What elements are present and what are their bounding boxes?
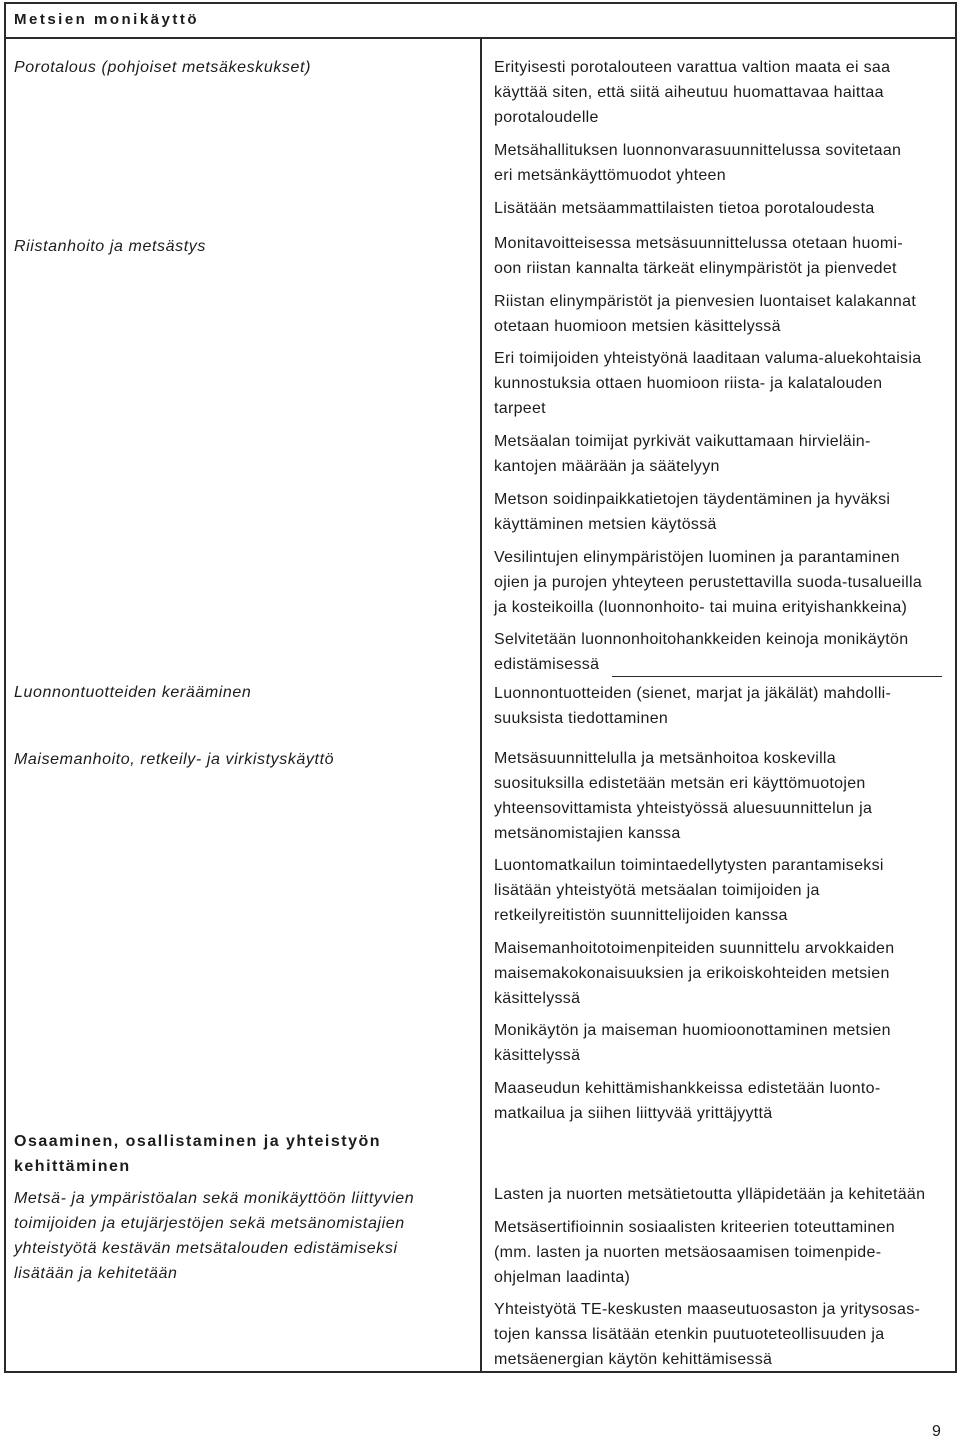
measure-line: Riistan elinympäristöt ja pienvesien luontaiset kalakannat [494, 293, 917, 310]
measure-line: Eri toimijoiden yhteistyönä laaditaan valuma-aluekohtaisia [494, 350, 922, 367]
measure-item [494, 627, 908, 677]
measure-line: Selvitetään luonnonhoitohankkeiden keinoja monikäytön [494, 631, 909, 648]
measure-line: oon riistan kannalta tärkeät elinympäristöt ja pienvedet [494, 260, 897, 277]
measure-item [494, 346, 921, 421]
measure-line: metsäenergian käytön kehittämisessä [494, 1351, 773, 1368]
measure-line: retkeilyreitistön suunnittelijoiden kanssa [494, 907, 788, 924]
measure-line: Lisätään metsäammattilaisten tietoa porotaloudesta [494, 200, 875, 217]
measure-line: ohjelman laadinta) [494, 1269, 631, 1286]
measure-item [494, 936, 894, 1011]
measure-line: metsänomistajien kanssa [494, 825, 681, 842]
measure-item [494, 289, 916, 339]
measure-item [494, 55, 890, 130]
measure-line: suuksista tiedottaminen [494, 710, 669, 727]
measure-line: Monitavoitteisessa metsäsuunnittelussa otetaan huomi- [494, 235, 904, 252]
measure-line: eri metsänkäyttömuodot yhteen [494, 167, 726, 184]
measure-line: matkailua ja siihen liittyvää yrittäjyyttä [494, 1105, 773, 1122]
measure-item [494, 746, 872, 846]
measure-item [494, 231, 903, 281]
measure-item [494, 681, 891, 731]
section-text-line: toimijoiden ja etujärjestöjen sekä metsänomistajien [14, 1215, 405, 1232]
measure-item [494, 1076, 880, 1126]
measure-item [494, 138, 901, 188]
measure-item [494, 1182, 925, 1207]
measure-line: maisemakokonaisuuksien ja erikoiskohteiden metsien [494, 965, 890, 982]
measure-line: Maaseudun kehittämishankkeissa edistetään luonto- [494, 1080, 881, 1097]
section-heading [14, 1129, 381, 1179]
measure-line: käyttää siten, että siitä aiheutuu huomattavaa haittaa [494, 84, 884, 101]
table-title: Metsien monikäyttö [14, 11, 200, 28]
measure-line: lisätään yhteistyötä metsäalan toimijoiden ja [494, 882, 820, 899]
measure-line: Metsäalan toimijat pyrkivät vaikuttamaan hirvieläin- [494, 433, 871, 450]
measure-line: käsittelyssä [494, 1047, 581, 1064]
measure-line: Luonnontuotteiden (sienet, marjat ja jäkälät) mahdolli- [494, 685, 892, 702]
measure-item [494, 429, 871, 479]
measure-line: Luontomatkailun toimintaedellytysten parantamiseksi [494, 857, 884, 874]
section-description [14, 1186, 414, 1286]
measure-line: käyttäminen metsien käytössä [494, 516, 717, 533]
measure-line: Erityisesti porotalouteen varattua valtion maata ei saa [494, 59, 891, 76]
section-heading-line: Osaaminen, osallistaminen ja yhteistyön [14, 1133, 382, 1150]
measure-item [494, 853, 884, 928]
measure-line: Maisemanhoitotoimenpiteiden suunnittelu arvokkaiden [494, 940, 895, 957]
measure-item [494, 1215, 895, 1290]
measure-line: suosituksilla edistetään metsän eri käyttömuotojen [494, 775, 866, 792]
measure-item [494, 487, 890, 537]
measure-line: Vesilintujen elinympäristöjen luominen ja parantaminen [494, 549, 900, 566]
section-text-line: lisätään ja kehitetään [14, 1265, 178, 1282]
section-heading-line: kehittäminen [14, 1158, 131, 1175]
measure-line: ojien ja purojen yhteyteen perustettavilla suoda-tusalueilla [494, 574, 923, 591]
measure-line: (mm. lasten ja nuorten metsäosaamisen toimenpide- [494, 1244, 882, 1261]
measure-line: tojen kanssa lisätään etenkin puutuoteteollisuuden ja [494, 1326, 885, 1343]
measure-line: edistämisessä [494, 656, 600, 673]
measure-line: Yhteistyötä TE-keskusten maaseutuosaston ja yritysosas- [494, 1301, 921, 1318]
column-divider [480, 38, 482, 1372]
category-luonnontuotteet: Luonnontuotteiden kerääminen [14, 684, 252, 701]
measure-item [494, 196, 875, 221]
measure-line: otetaan huomioon metsien käsittelyssä [494, 318, 781, 335]
measure-line: Metson soidinpaikkatietojen täydentäminen ja hyväksi [494, 491, 891, 508]
section-text-line: yhteistyötä kestävän metsätalouden edistämiseksi [14, 1240, 398, 1257]
measure-line: kantojen määrään ja säätelyyn [494, 458, 720, 475]
section-text-line: Metsä- ja ympäristöalan sekä monikäyttöön liittyvien [14, 1190, 415, 1207]
measure-line: porotaloudelle [494, 109, 599, 126]
measure-line: Metsäsertifioinnin sosiaalisten kriteerien toteuttaminen [494, 1219, 895, 1236]
measure-line: kunnostuksia ottaen huomioon riista- ja kalatalouden [494, 375, 883, 392]
measure-line: käsittelyssä [494, 990, 581, 1007]
measure-line: ja kosteikoilla (luonnonhoito- tai muina erityishankkeina) [494, 599, 908, 616]
page-number: 9 [932, 1423, 941, 1440]
measure-item [494, 545, 922, 620]
measure-line: Metsäsuunnittelulla ja metsänhoitoa koskevilla [494, 750, 836, 767]
measure-item [494, 1018, 891, 1068]
measure-item [494, 1297, 920, 1372]
category-porotalous: Porotalous (pohjoiset metsäkeskukset) [14, 59, 311, 76]
measure-line: Metsähallituksen luonnonvarasuunnittelussa sovitetaan [494, 142, 902, 159]
measure-line: Monikäytön ja maiseman huomioonottaminen metsien [494, 1022, 891, 1039]
category-riistanhoito: Riistanhoito ja metsästys [14, 238, 206, 255]
category-maisemanhoito: Maisemanhoito, retkeily- ja virkistyskäyttö [14, 751, 335, 768]
measure-line: Lasten ja nuorten metsätietoutta ylläpidetään ja kehitetään [494, 1186, 926, 1203]
measure-line: tarpeet [494, 400, 546, 417]
measure-line: yhteensovittamista yhteistyössä aluesuunnittelun ja [494, 800, 873, 817]
